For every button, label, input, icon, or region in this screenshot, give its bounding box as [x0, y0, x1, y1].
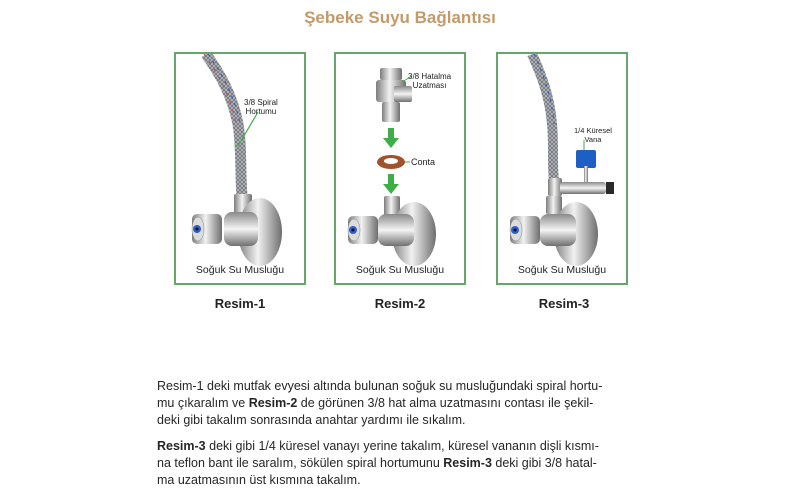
- faucet-with-ball-valve-illustration: [498, 54, 626, 283]
- figure-label-resim-3: Resim-3: [538, 296, 590, 311]
- hose-nut: [548, 178, 562, 196]
- spiral-hose: [532, 54, 554, 180]
- ball-valve-body: [560, 182, 606, 194]
- adapter-label: 3/8 Hatalma Uzatması: [408, 72, 452, 90]
- panel-caption: Soğuk Su Musluğu: [355, 264, 445, 276]
- instruction-paragraph-2: Resim-3 deki gibi 1/4 küresel vanayı yerine takalım, küresel vananın dişli kısmı- na teflon bant ile saralım, sökülen spiral hortumunu Resim-3 deki gibi 3/8 hatal- ma uzatmasının üst kısmına takalım.: [157, 439, 599, 487]
- gasket-label: Conta: [411, 157, 436, 167]
- panel-caption: Soğuk Su Musluğu: [517, 264, 607, 276]
- tee-adapter: [376, 68, 412, 122]
- hose-label: 3/8 Spiral Hortumu: [244, 98, 278, 116]
- page-title: Şebeke Suyu Bağlantısı: [304, 8, 496, 27]
- figure-label-resim-2: Resim-2: [374, 296, 426, 311]
- valve-body: [224, 212, 258, 246]
- faucet-with-hose-illustration: [176, 54, 304, 283]
- figure-label-resim-1: Resim-1: [214, 296, 266, 311]
- panel-caption: Soğuk Su Musluğu: [195, 264, 285, 276]
- ball-valve-label: 1/4 Küresel Vana: [574, 126, 612, 144]
- panel-resim-2: [334, 52, 466, 285]
- valve-body: [378, 214, 414, 246]
- panel-resim-3: [496, 52, 628, 285]
- valve-outlet-nut: [606, 182, 614, 194]
- panel-resim-1: [174, 52, 306, 285]
- valve-body: [540, 214, 576, 246]
- spiral-hose: [206, 54, 242, 196]
- blue-valve-handle: [576, 150, 596, 168]
- down-arrow-icon: [383, 174, 399, 194]
- down-arrow-icon: [383, 128, 399, 148]
- instruction-paragraph-1: Resim-1 deki mutfak evyesi altında bulunan soğuk su musluğundaki spiral hortu- mu çıkaralım ve Resim-2 de görünen 3/8 hat alma uzatmasını contası ile şekil- deki gibi takalım sonrasında anahtar yardımı ile sıkalım.: [157, 379, 603, 427]
